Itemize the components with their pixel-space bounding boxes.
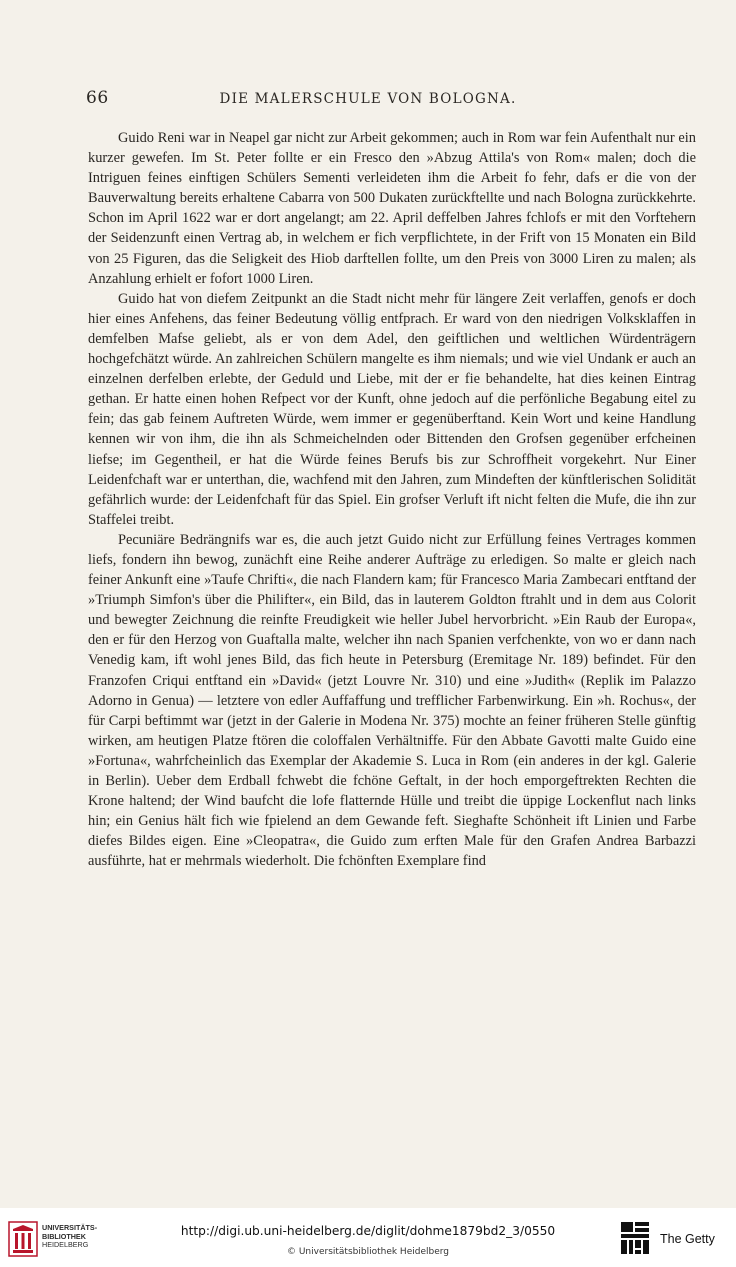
body-text [88, 128, 696, 871]
getty-logo-icon [619, 1220, 651, 1256]
paragraph-2: Guido hat von diefem Zeitpunkt an die Stadt nicht mehr für längere Zeit verlaffen, genofs er doch hier eines Anfehens, das feiner Bedeutung völlig entfprach. Er ward von den niedrigen Volksklaffen in demfelben Mafse geliebt, als er von dem Adel, den geiftlichen und weltlichen Würdenträgern hochgefchätzt würde. An zahlreichen Schülern mangelte es ihm niemals; und wie viel Undank er auch an einzelnen derfelben erlebte, der Geduld und Liebe, mit der er fie behandelte, hat dies keinen Eintrag gethan. Er hatte einen hohen Refpect vor der Kunft, ohne jedoch auf die perfönliche Begabung eitel zu fein; das gab feinem Auftreten Würde, wem immer er gegenüberftand. Kein Wort und keine Handlung kennen wir von ihm, die ihn als Schmeichelnden oder Bittenden den Grofsen gegenüber erfcheinen liefse; im Gegentheil, er hat die Würde feines Berufs bis zur Schroffheit vorgekehrt. Nur Einer Leidenfchaft war er unterthan, die, wachfend mit den Jahren, zum Mindeften der künftlerischen Solidität gefährlich wurde: der Leidenfchaft für das Spiel. Ein grofser Verluft ift nicht felten die Mufe, die ihn zur Staffelei treibt. [88, 290, 696, 528]
running-title: DIE MALERSCHULE VON BOLOGNA. [219, 91, 517, 107]
footer-bar [0, 1208, 736, 1267]
page-number: 66 [86, 88, 109, 108]
library-name-line: HEIDELBERG [42, 1240, 89, 1250]
copyright-notice: © Universitätsbibliothek Heidelberg [286, 1247, 449, 1257]
library-name-line: BIBLIOTHEK [42, 1231, 86, 1241]
paragraph-3: Pecuniäre Bedrängnifs war es, die auch jetzt Guido nicht zur Erfüllung feines Vertrages kommen liefs, fondern ihn bewog, zunächft eine Reihe anderer Aufträge zu erledigen. So malte er gleich nach feiner Ankunft eine »Taufe Chrifti«, die nach Flandern kam; für Francesco Maria Zambecari entftand der »Triumph Simfon's über die Philifter«, ein Bild, das in lauterem Goldton ftrahlt und in dem aus Colorit und bewegter Zeichnung die reinfte Freudigkeit wie heller Jubel hervorbricht. »Ein Raub der Europa«, den er für den Herzog von Guaftalla malte, welcher ihn nach Spanien verfchenkte, von wo er dann nach Venedig kam, ift wohl jenes Bild, das fich heute in Petersburg (Eremitage Nr. 189) befindet. Für den Franzofen Criqui entftand ein »David« (jetzt Louvre Nr. 310) und eine »Judith« (Replik im Palazzo Adorno in Genua) — letztere von edler Auffaffung und trefflicher Farbenwirkung. Ein »h. Rochus«, der für Carpi beftimmt war (jetzt in der Galerie in Modena Nr. 375) mochte an feiner früheren Stelle günftig wirken, am heutigen Platze ftören die coloffalen Verhältniffe. Für den Abbate Gavotti malte Guido eine »Fortuna«, wahrfcheinlich das Exemplar der Akademie S. Luca in Rom (ein anderes in der kgl. Galerie in Berlin). Ueber dem Erdball fchwebt die fchöne Geftalt, in der hoch emporgeftrekten Rechten die Krone haltend; der Wind baufcht die lofe flatternde Hülle und treibt die üppige Lockenflut nach links hin; ein Genius hält fich wie fpielend an dem Gewande feft. Sieghafte Schönheit ift Linien und Farbe diefes Bildes eigen. Eine »Cleopatra«, die Guido zum erften Male für den Grafen Andrea Barbazzi ausführte, hat er mehrmals wiederholt. Die fchönften Exemplare find [88, 531, 696, 870]
paragraph-1: Guido Reni war in Neapel gar nicht zur Arbeit gekommen; auch in Rom war fein Aufenthalt nur ein kurzer gewefen. Im St. Peter follte er ein Fresco den »Abzug Attila's von Rom« malen; doch die Intriguen feines einftigen Schülers Sementi verleideten ihm die Arbeit fo fehr, dafs er die von der Bauverwaltung bereits erhaltene Cabarra von 500 Dukaten zurückftellte und nach Bologna zurückkehrte. Schon im April 1622 war er dort angelangt; am 22. April deffelben Jahres fchlofs er mit den Vorftehern der Seidenzunft einen Vertrag ab, in welchem er fich verpflichtete, in der Frift von 15 Monaten ein Bild von 25 Figuren, das die Seligkeit des Hiob darftellen follte, um den Preis von 3000 Liren zu malen; als Anzahlung erhielt er fofort 1000 Liren. [88, 130, 696, 287]
library-name-line: UNIVERSITÄTS- [42, 1223, 98, 1232]
permalink-url[interactable]: http://digi.ub.uni-heidelberg.de/diglit/dohme1879bd2_3/0550 [180, 1224, 556, 1238]
getty-name: The Getty [660, 1232, 715, 1246]
